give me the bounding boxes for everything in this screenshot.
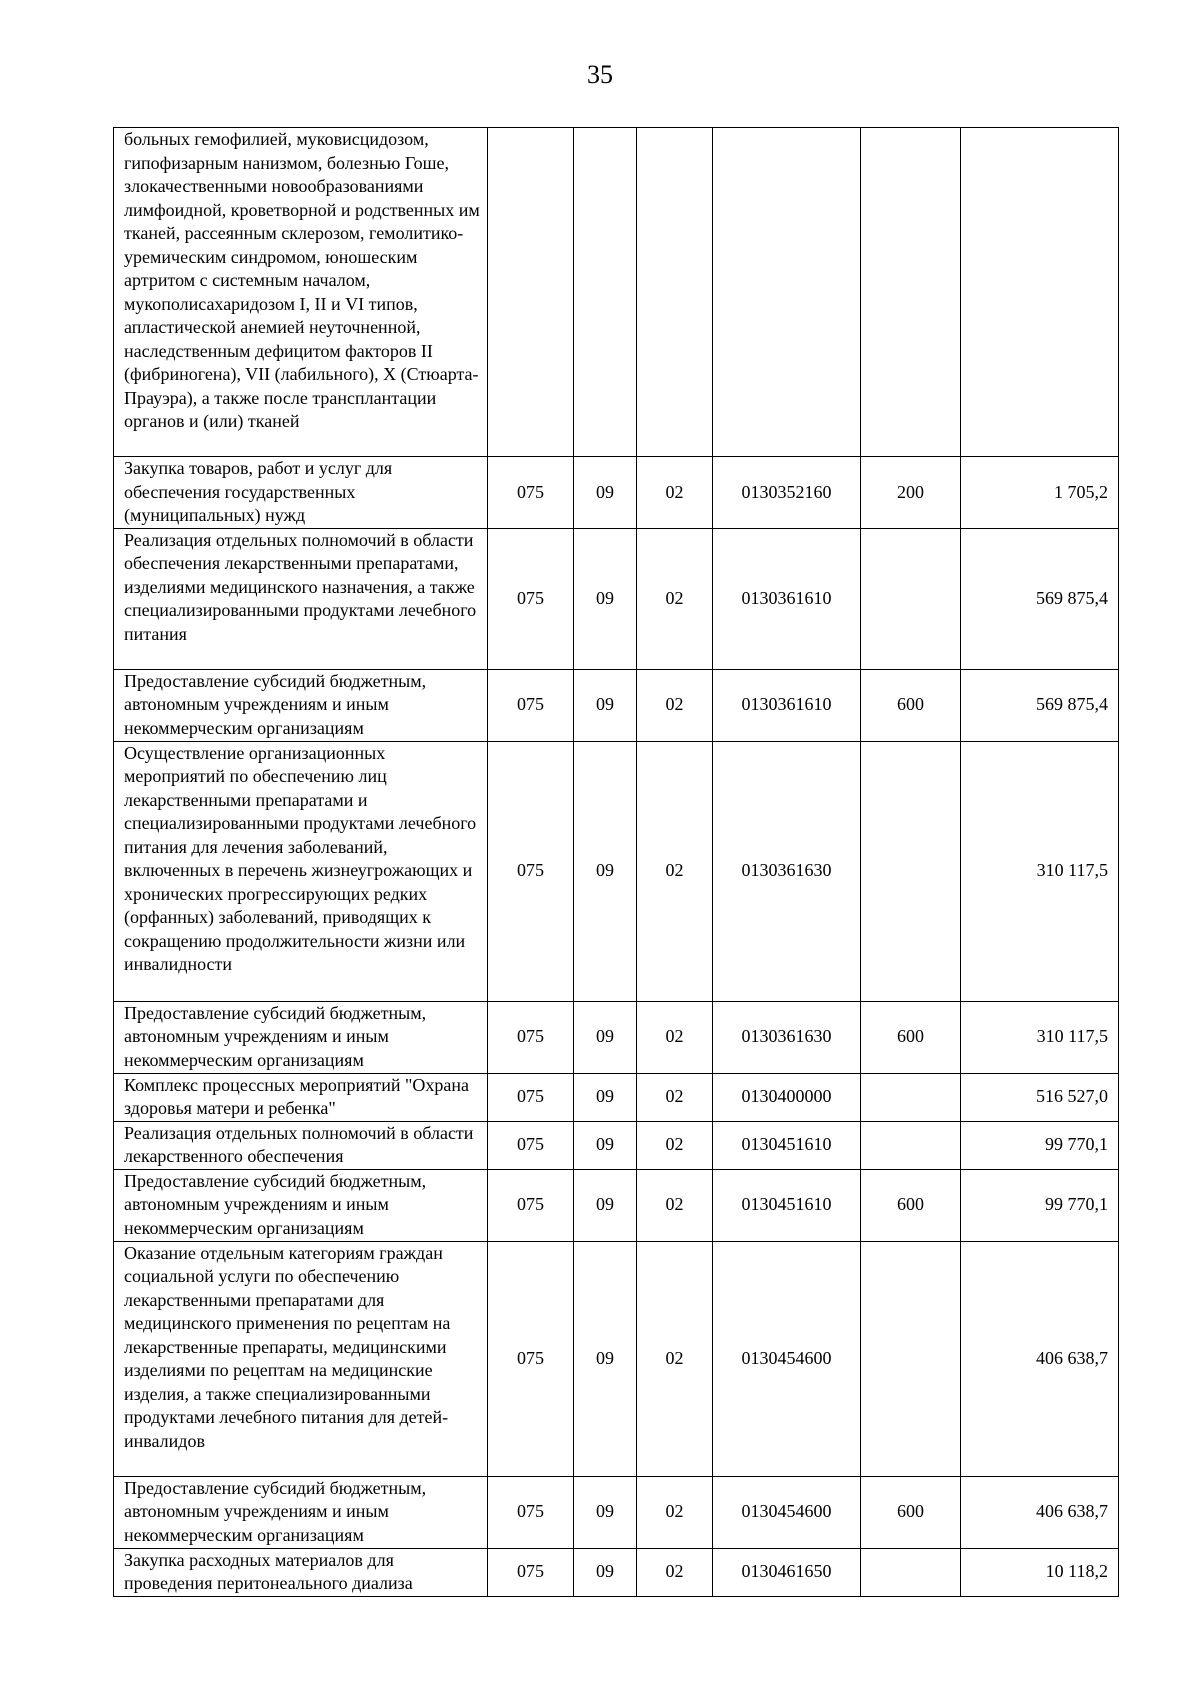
row-name: Реализация отдельных полномочий в области лекарственного обеспечения xyxy=(114,1121,488,1169)
row-target-article: 0130451610 xyxy=(713,1121,861,1169)
row-section-code: 09 xyxy=(574,1476,637,1548)
row-expense-type xyxy=(861,1121,961,1169)
row-expense-type xyxy=(861,741,961,1001)
row-subsection-code: 02 xyxy=(637,741,713,1001)
row-name: Предоставление субсидий бюджетным, автономным учреждениям и иным некоммерческим организациям xyxy=(114,1169,488,1241)
row-amount: 99 770,1 xyxy=(961,1121,1119,1169)
row-gr-code: 075 xyxy=(488,1548,574,1596)
row-name: Закупка товаров, работ и услуг для обеспечения государственных (муниципальных) нужд xyxy=(114,457,488,529)
row-section-code: 09 xyxy=(574,1001,637,1073)
row-subsection-code: 02 xyxy=(637,1073,713,1121)
row-name: Закупка расходных материалов для проведения перитонеального диализа xyxy=(114,1548,488,1596)
row-amount: 10 118,2 xyxy=(961,1548,1119,1596)
row-section-code: 09 xyxy=(574,741,637,1001)
row-target-article: 0130461650 xyxy=(713,1548,861,1596)
table-row xyxy=(114,1169,1119,1241)
row-section-code xyxy=(574,128,637,457)
row-subsection-code: 02 xyxy=(637,1476,713,1548)
table-row xyxy=(114,1121,1119,1169)
row-section-code: 09 xyxy=(574,1241,637,1476)
row-amount: 569 875,4 xyxy=(961,528,1119,669)
row-expense-type: 600 xyxy=(861,1001,961,1073)
row-subsection-code: 02 xyxy=(637,1121,713,1169)
row-section-code: 09 xyxy=(574,528,637,669)
row-expense-type xyxy=(861,1241,961,1476)
row-gr-code: 075 xyxy=(488,741,574,1001)
budget-table-body xyxy=(114,128,1119,1597)
row-subsection-code: 02 xyxy=(637,1169,713,1241)
row-target-article: 0130361630 xyxy=(713,741,861,1001)
row-expense-type: 600 xyxy=(861,1169,961,1241)
row-subsection-code: 02 xyxy=(637,457,713,529)
table-row xyxy=(114,1241,1119,1476)
row-expense-type: 600 xyxy=(861,1476,961,1548)
row-section-code: 09 xyxy=(574,1073,637,1121)
row-gr-code xyxy=(488,128,574,457)
row-subsection-code: 02 xyxy=(637,1001,713,1073)
row-expense-type: 200 xyxy=(861,457,961,529)
row-target-article: 0130451610 xyxy=(713,1169,861,1241)
row-amount: 1 705,2 xyxy=(961,457,1119,529)
row-amount: 406 638,7 xyxy=(961,1476,1119,1548)
row-gr-code: 075 xyxy=(488,528,574,669)
table-row xyxy=(114,528,1119,669)
table-row xyxy=(114,457,1119,529)
row-subsection-code: 02 xyxy=(637,1548,713,1596)
row-gr-code: 075 xyxy=(488,1001,574,1073)
row-name: Предоставление субсидий бюджетным, автономным учреждениям и иным некоммерческим организациям xyxy=(114,1476,488,1548)
row-section-code: 09 xyxy=(574,1169,637,1241)
row-name: Реализация отдельных полномочий в области обеспечения лекарственными препаратами, изделиями медицинского назначения, а также специализированными продуктами лечебного питания xyxy=(114,528,488,669)
row-subsection-code xyxy=(637,128,713,457)
row-amount: 99 770,1 xyxy=(961,1169,1119,1241)
row-gr-code: 075 xyxy=(488,1121,574,1169)
row-gr-code: 075 xyxy=(488,1241,574,1476)
row-name: Осуществление организационных мероприятий по обеспечению лиц лекарственными препаратами и специализированными продуктами лечебного питания для лечения заболеваний, включенных в перечень жизнеугрожающих и хронических прогрессирующих редких (орфанных) заболеваний, приводящих к сокращению продолжительности жизни или инвалидности xyxy=(114,741,488,1001)
table-row xyxy=(114,128,1119,457)
budget-table xyxy=(113,127,1119,1597)
row-amount: 406 638,7 xyxy=(961,1241,1119,1476)
row-gr-code: 075 xyxy=(488,1476,574,1548)
row-amount: 310 117,5 xyxy=(961,1001,1119,1073)
row-name: Предоставление субсидий бюджетным, автономным учреждениям и иным некоммерческим организациям xyxy=(114,1001,488,1073)
row-amount xyxy=(961,128,1119,457)
table-row xyxy=(114,1476,1119,1548)
row-target-article: 0130361610 xyxy=(713,528,861,669)
row-section-code: 09 xyxy=(574,457,637,529)
row-target-article: 0130361610 xyxy=(713,669,861,741)
row-target-article: 0130400000 xyxy=(713,1073,861,1121)
row-gr-code: 075 xyxy=(488,1073,574,1121)
row-section-code: 09 xyxy=(574,1121,637,1169)
page-number: 35 xyxy=(587,60,613,89)
row-subsection-code: 02 xyxy=(637,1241,713,1476)
row-expense-type xyxy=(861,1548,961,1596)
row-expense-type xyxy=(861,528,961,669)
table-row xyxy=(114,1001,1119,1073)
row-target-article: 0130454600 xyxy=(713,1241,861,1476)
row-expense-type xyxy=(861,1073,961,1121)
row-amount: 310 117,5 xyxy=(961,741,1119,1001)
table-row xyxy=(114,1073,1119,1121)
row-gr-code: 075 xyxy=(488,1169,574,1241)
table-row xyxy=(114,669,1119,741)
row-target-article: 0130454600 xyxy=(713,1476,861,1548)
row-gr-code: 075 xyxy=(488,457,574,529)
row-amount: 569 875,4 xyxy=(961,669,1119,741)
row-name: Оказание отдельным категориям граждан социальной услуги по обеспечению лекарственными препаратами для медицинского применения по рецептам на лекарственные препараты, медицинскими изделиями по рецептам на медицинские изделия, а также специализированными продуктами лечебного питания для детей-инвалидов xyxy=(114,1241,488,1476)
row-section-code: 09 xyxy=(574,1548,637,1596)
row-section-code: 09 xyxy=(574,669,637,741)
row-expense-type: 600 xyxy=(861,669,961,741)
table-row xyxy=(114,741,1119,1001)
row-name: Предоставление субсидий бюджетным, автономным учреждениям и иным некоммерческим организациям xyxy=(114,669,488,741)
row-subsection-code: 02 xyxy=(637,669,713,741)
row-target-article xyxy=(713,128,861,457)
row-expense-type xyxy=(861,128,961,457)
table-row xyxy=(114,1548,1119,1596)
row-name: Комплекс процессных мероприятий "Охрана здоровья матери и ребенка" xyxy=(114,1073,488,1121)
row-subsection-code: 02 xyxy=(637,528,713,669)
row-gr-code: 075 xyxy=(488,669,574,741)
row-amount: 516 527,0 xyxy=(961,1073,1119,1121)
row-name: больных гемофилией, муковисцидозом, гипофизарным нанизмом, болезнью Гоше, злокачественными новообразованиями лимфоидной, кроветворной и родственных им тканей, рассеянным склерозом, гемолитико-уремическим синдромом, юношеским артритом с системным началом, мукополисахаридозом I, II и VI типов, апластической анемией неуточненной, наследственным дефицитом факторов II (фибриногена), VII (лабильного), X (Стюарта-Прауэра), а также после трансплантации органов и (или) тканей xyxy=(114,128,488,457)
row-target-article: 0130361630 xyxy=(713,1001,861,1073)
row-target-article: 0130352160 xyxy=(713,457,861,529)
